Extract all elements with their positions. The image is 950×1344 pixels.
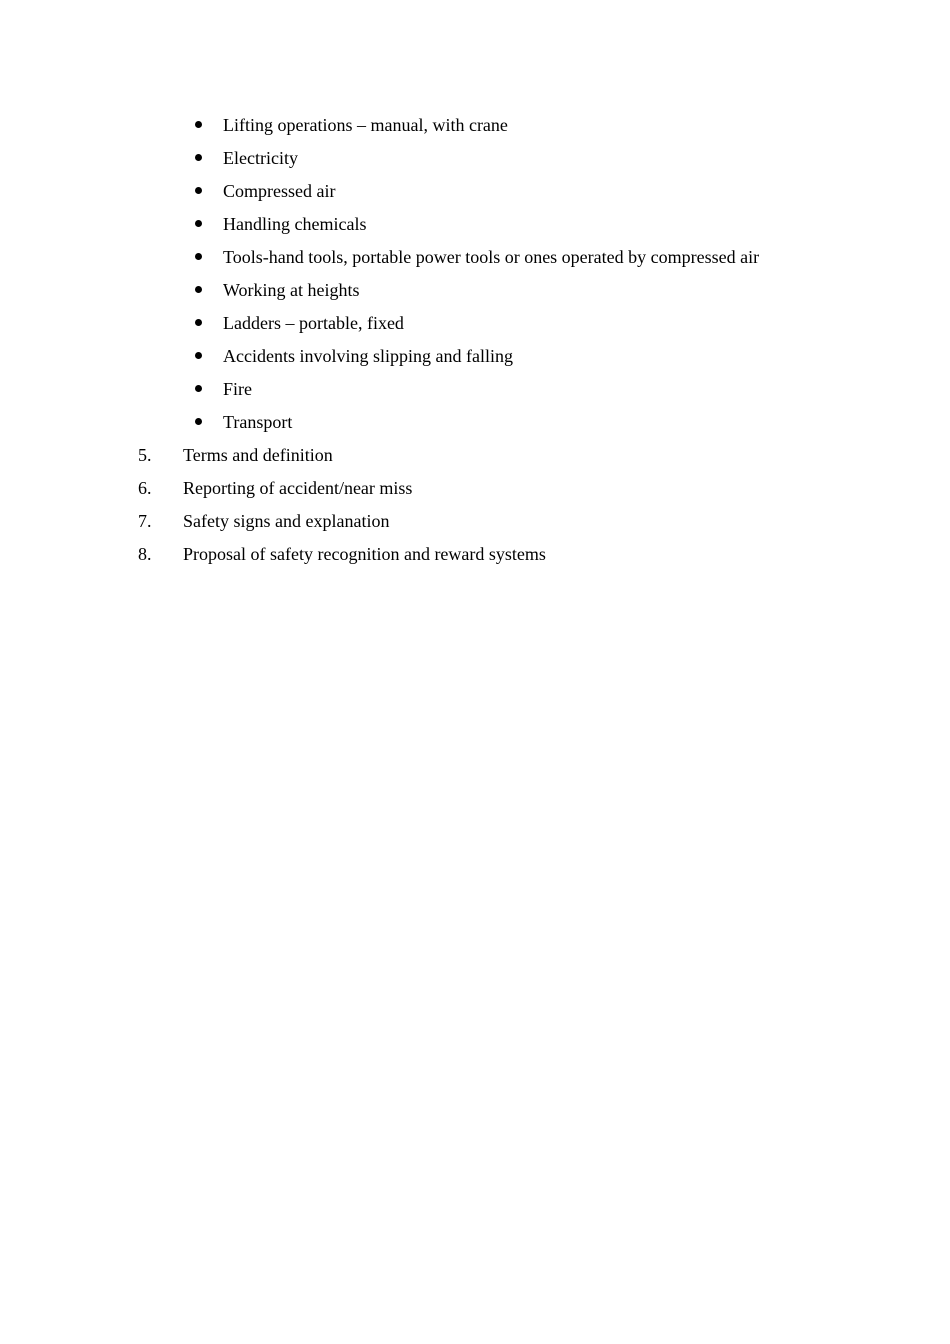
bullet-icon: [195, 418, 202, 425]
bullet-icon: [195, 352, 202, 359]
bullet-text: Transport: [223, 412, 293, 432]
bullet-icon: [195, 385, 202, 392]
bullet-text: Working at heights: [223, 280, 360, 300]
item-number: 7.: [138, 511, 152, 531]
bullet-icon: [195, 187, 202, 194]
item-number: 8.: [138, 544, 152, 564]
item-text: Reporting of accident/near miss: [183, 478, 413, 498]
bullet-text: Accidents involving slipping and falling: [223, 346, 513, 366]
item-text: Terms and definition: [183, 445, 333, 465]
bullet-text: Compressed air: [223, 181, 336, 201]
bullet-icon: [195, 319, 202, 326]
bullet-icon: [195, 154, 202, 161]
bullet-icon: [195, 220, 202, 227]
item-number: 5.: [138, 445, 152, 465]
bullet-icon: [195, 253, 202, 260]
item-number: 6.: [138, 478, 152, 498]
bullet-text: Tools-hand tools, portable power tools or ones operated by compressed air: [223, 247, 760, 267]
bullet-text: Ladders – portable, fixed: [223, 313, 404, 333]
item-text: Proposal of safety recognition and reward systems: [183, 544, 546, 564]
bullet-text: Fire: [223, 379, 252, 399]
item-text: Safety signs and explanation: [183, 511, 390, 531]
bullet-icon: [195, 286, 202, 293]
bullet-icon: [195, 121, 202, 128]
bullet-text: Handling chemicals: [223, 214, 367, 234]
bullet-text: Lifting operations – manual, with crane: [223, 115, 508, 135]
bullet-text: Electricity: [223, 148, 298, 168]
